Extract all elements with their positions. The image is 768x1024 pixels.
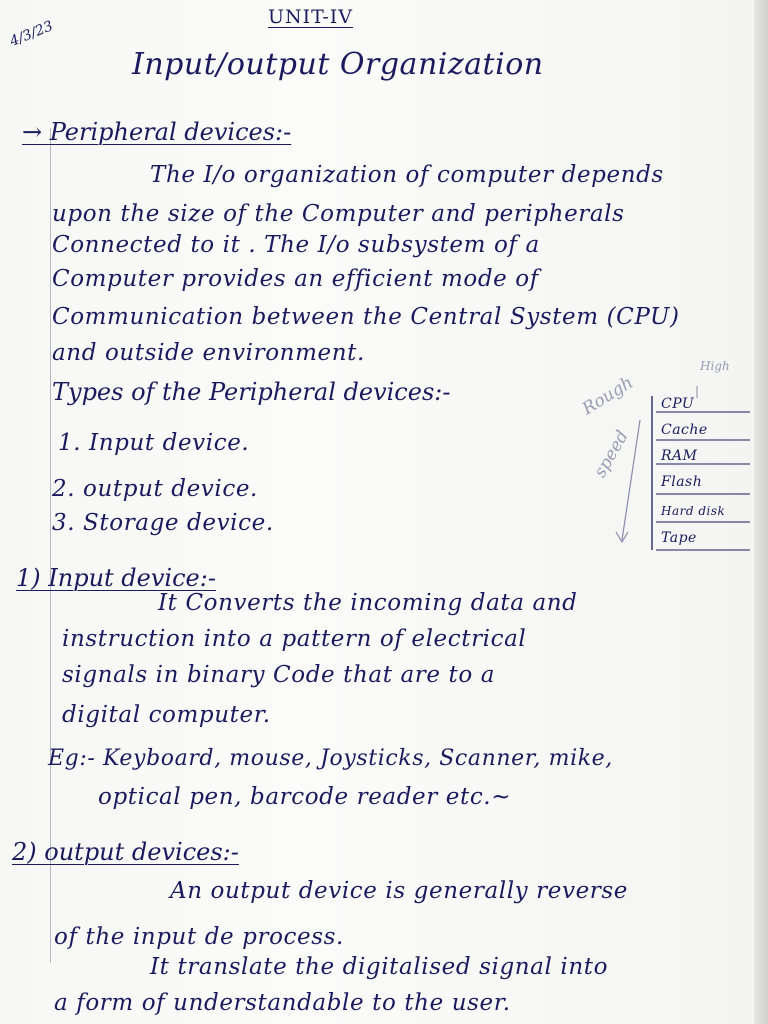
section-output-heading: 2) output devices:- xyxy=(12,838,239,866)
para-line: a form of understandable to the user. xyxy=(54,990,511,1016)
unit-label: UNIT-IV xyxy=(268,6,354,28)
section-peripheral-heading: → Peripheral devices:- xyxy=(22,118,292,146)
para-line: of the input de process. xyxy=(54,924,344,950)
para-line: instruction into a pattern of electrical xyxy=(62,626,527,652)
page-title: Input/output Organization xyxy=(132,47,544,82)
hierarchy-levels xyxy=(651,396,749,552)
date: 4/3/23 xyxy=(7,18,56,50)
para-line: Connected to it . The I/o subsystem of a xyxy=(52,232,540,258)
para-line: digital computer. xyxy=(62,702,271,728)
speed-label: speed xyxy=(590,427,633,481)
level-hard-disk: Hard disk xyxy=(661,504,726,518)
level-ram: RAM xyxy=(661,448,698,464)
type-item: 1. Input device. xyxy=(58,430,250,456)
types-heading: Types of the Peripheral devices:- xyxy=(52,378,451,406)
para-line: and outside environment. xyxy=(52,340,365,366)
level-cpu: CPU xyxy=(661,396,695,412)
type-item: 2. output device. xyxy=(52,476,258,502)
para-line: The I/o organization of computer depends xyxy=(150,162,664,188)
level-flash: Flash xyxy=(661,474,703,490)
para-line: An output device is generally reverse xyxy=(170,878,628,904)
speed-arrow-line xyxy=(622,420,640,540)
section-input-heading: 1) Input device:- xyxy=(16,564,216,592)
para-line: Computer provides an efficient mode of xyxy=(52,266,539,292)
rough-label: Rough xyxy=(578,372,637,420)
type-item: 3. Storage device. xyxy=(52,510,274,536)
example-line: Eg:- Keyboard, mouse, Joysticks, Scanner, mike, xyxy=(48,746,613,771)
para-line: It translate the digitalised signal into xyxy=(150,954,609,980)
high-label: High xyxy=(700,359,730,373)
example-line: optical pen, barcode reader etc.~ xyxy=(98,784,512,810)
level-tape: Tape xyxy=(661,530,697,546)
para-line: Communication between the Central System (CPU) xyxy=(52,304,680,330)
level-cache: Cache xyxy=(661,422,708,438)
para-line: It Converts the incoming data and xyxy=(158,590,578,616)
para-line: signals in binary Code that are to a xyxy=(62,662,496,688)
para-line: upon the size of the Computer and peripherals xyxy=(52,201,625,227)
